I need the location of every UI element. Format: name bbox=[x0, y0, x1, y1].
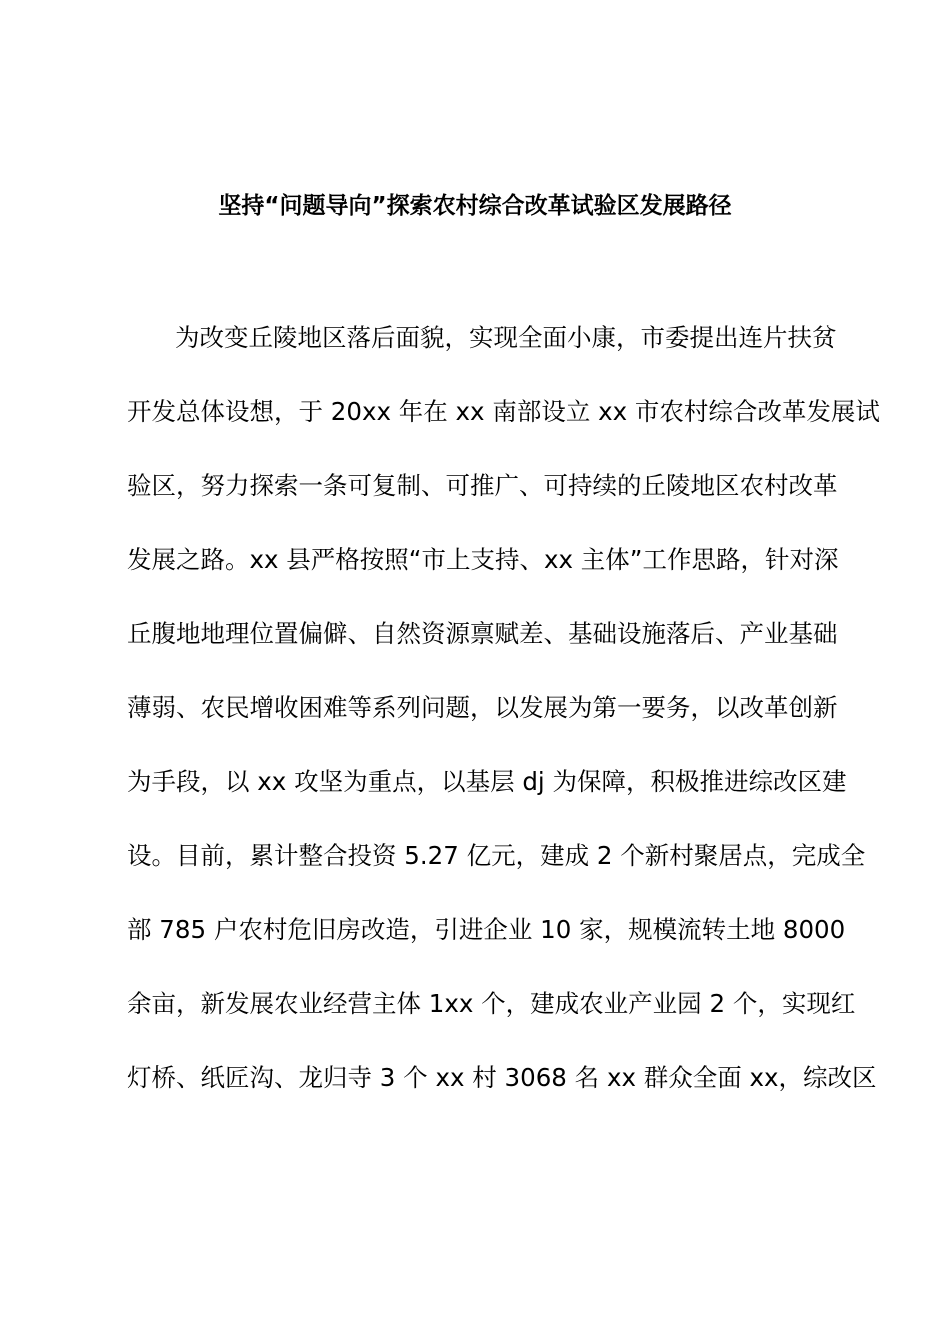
document-title: 坚持“问题导向”探索农村综合改革试验区发展路径 bbox=[218, 193, 732, 219]
paragraph-line: 薄弱、农民增收困难等系列问题，以发展为第一要务，以改革创新 bbox=[127, 693, 838, 722]
paragraph-line: 余亩，新发展农业经营主体 1xx 个，建成农业产业园 2 个，实现红 bbox=[127, 989, 856, 1018]
paragraph-line: 发展之路。xx 县严格按照“市上支持、xx 主体”工作思路，针对深 bbox=[127, 545, 839, 574]
body-paragraph bbox=[127, 318, 880, 1132]
paragraph-line: 开发总体设想，于 20xx 年在 xx 南部设立 xx 市农村综合改革发展试 bbox=[127, 397, 880, 426]
paragraph-line: 为改变丘陵地区落后面貌，实现全面小康，市委提出连片扶贫 bbox=[175, 323, 837, 352]
paragraph-line: 丘腹地地理位置偏僻、自然资源禀赋差、基础设施落后、产业基础 bbox=[127, 619, 838, 648]
paragraph-line: 部 785 户农村危旧房改造，引进企业 10 家，规模流转土地 8000 bbox=[127, 915, 846, 944]
paragraph-line: 灯桥、纸匠沟、龙归寺 3 个 xx 村 3068 名 xx 群众全面 xx，综改区 bbox=[127, 1063, 877, 1092]
paragraph-line: 验区，努力探索一条可复制、可推广、可持续的丘陵地区农村改革 bbox=[127, 471, 838, 500]
paragraph-line: 为手段，以 xx 攻坚为重点，以基层 dj 为保障，积极推进综改区建 bbox=[127, 767, 847, 796]
paragraph-line: 设。目前，累计整合投资 5.27 亿元，建成 2 个新村聚居点，完成全 bbox=[127, 841, 866, 870]
